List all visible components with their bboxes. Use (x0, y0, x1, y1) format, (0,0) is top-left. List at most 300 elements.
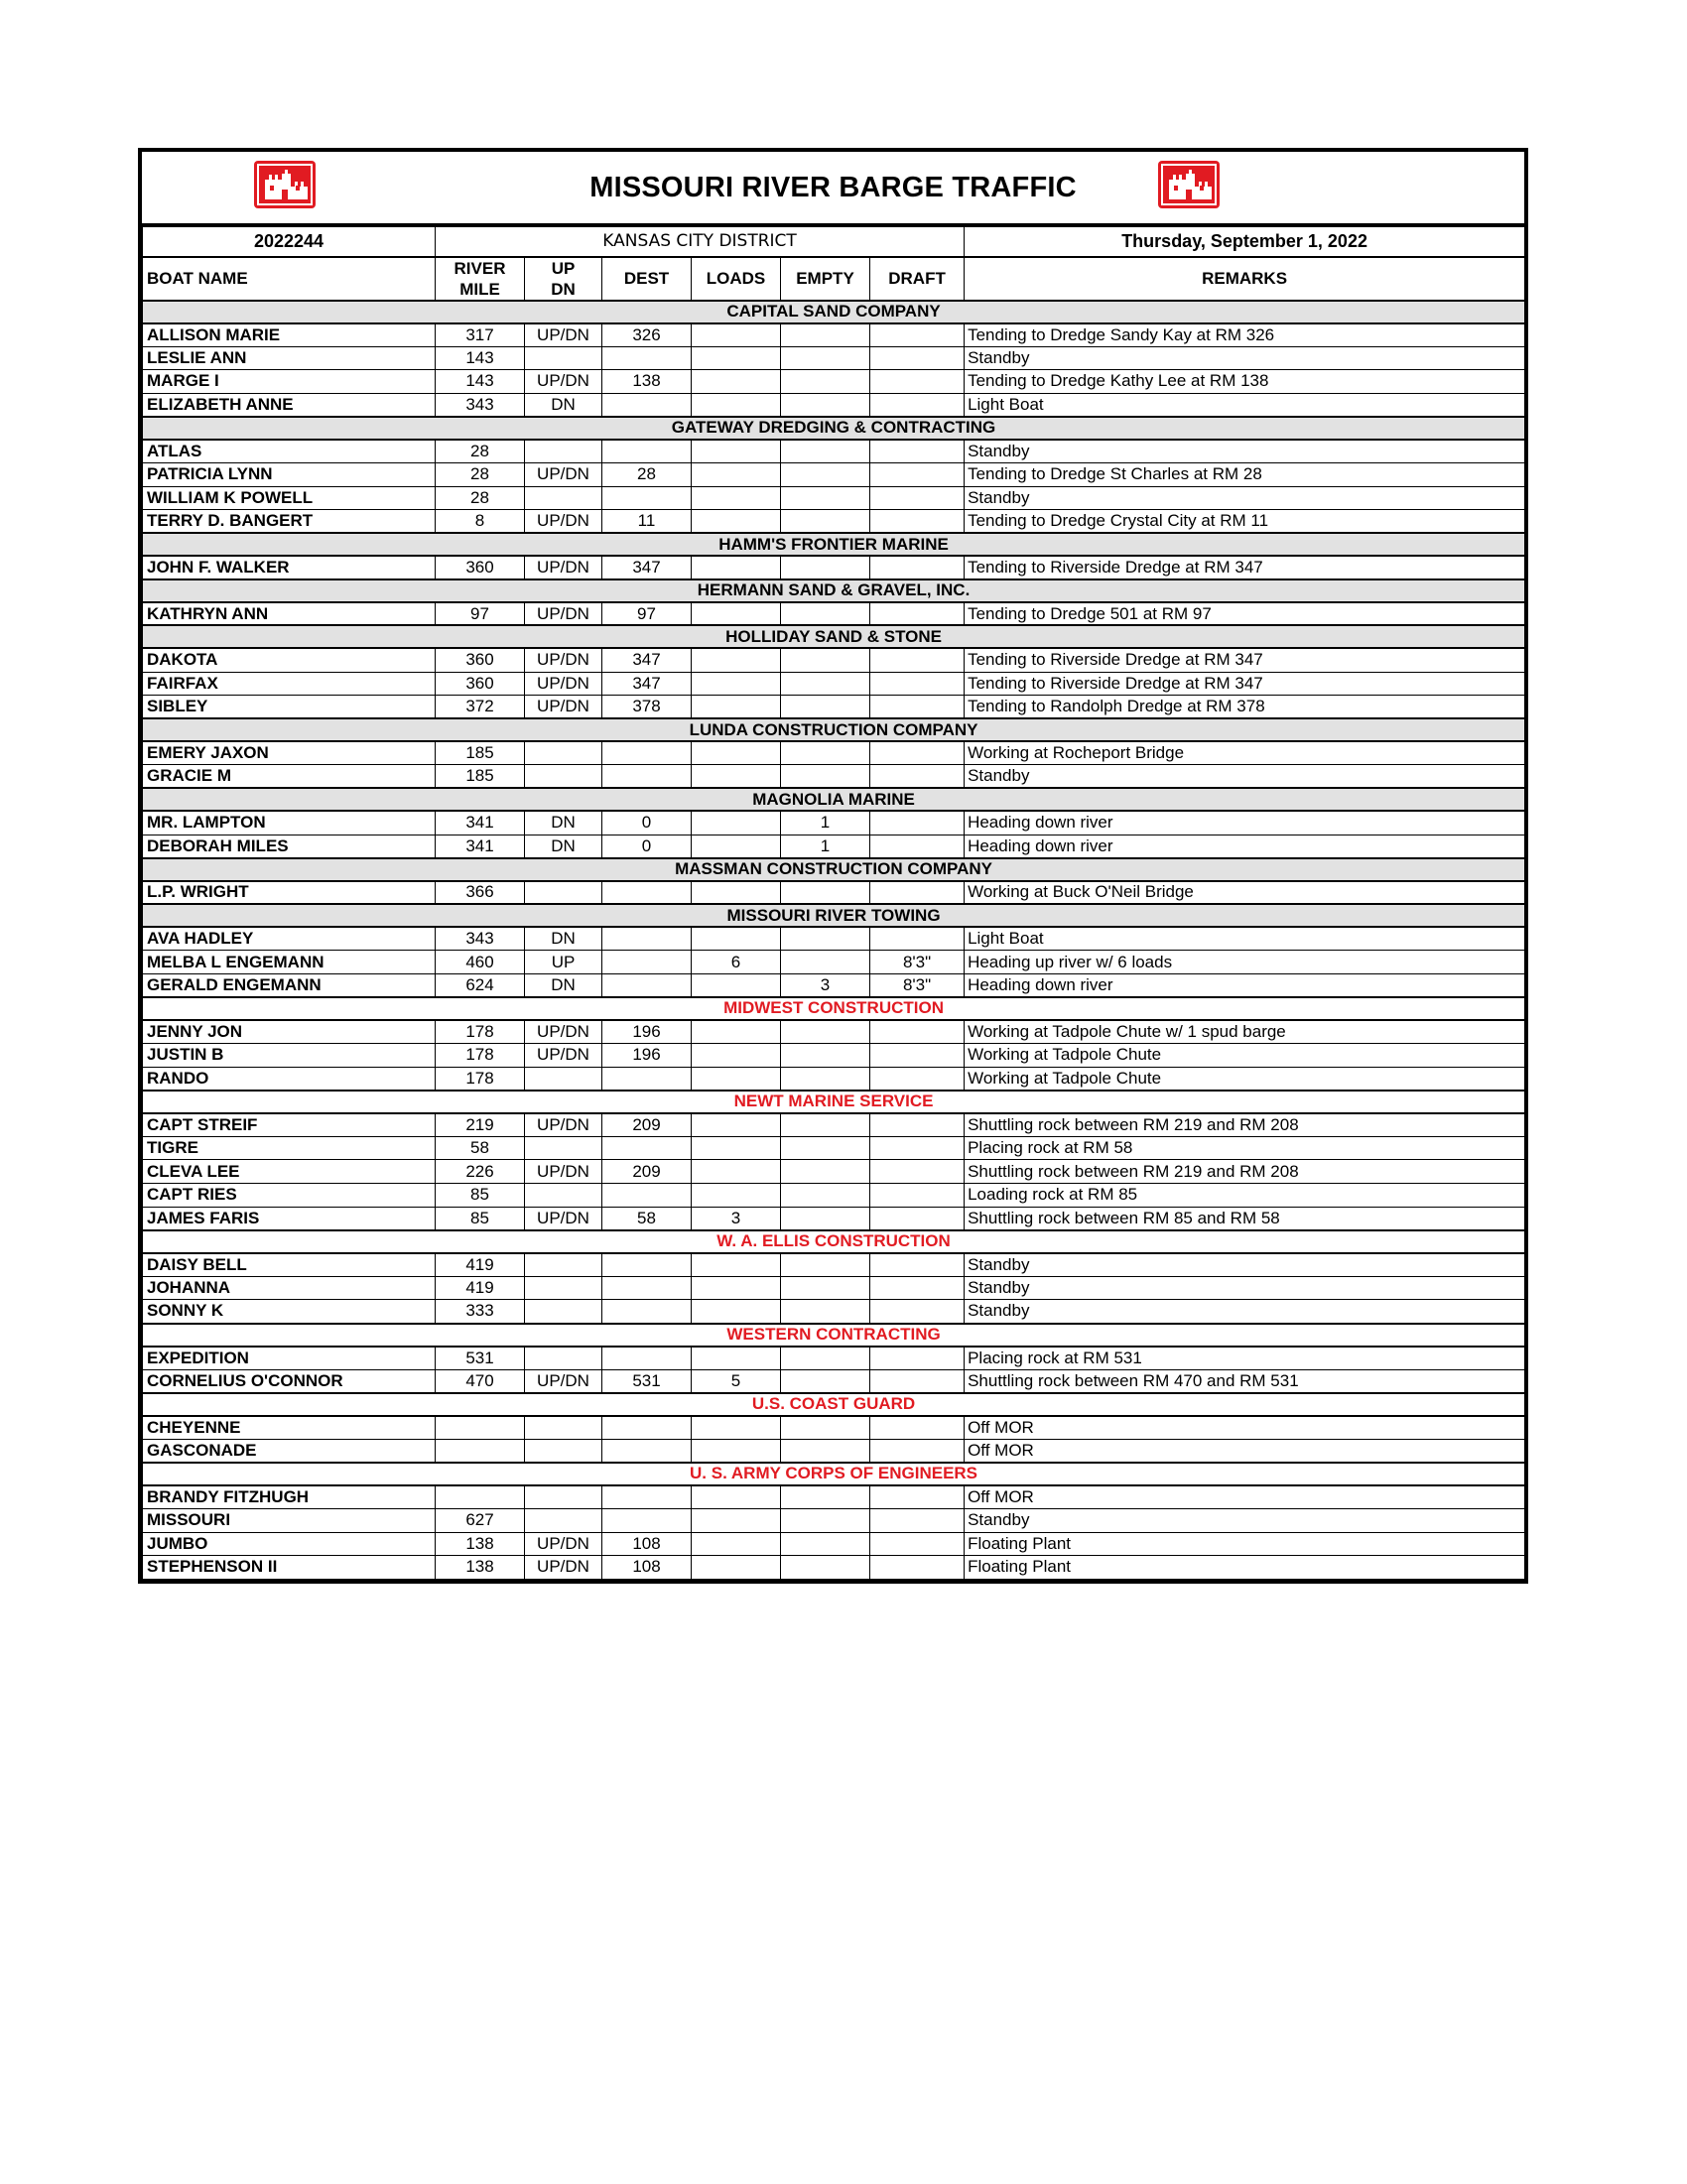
draft-cell (870, 346, 965, 370)
up-dn-cell (525, 1439, 602, 1463)
river-mile-cell: 360 (436, 648, 525, 672)
up-dn-cell: UP/DN (525, 323, 602, 347)
dest-cell (602, 393, 692, 417)
company-name: MIDWEST CONSTRUCTION (143, 997, 1525, 1020)
boat-name-cell: ALLISON MARIE (143, 323, 436, 347)
up-dn-cell (525, 881, 602, 905)
remarks-cell: Floating Plant (965, 1532, 1525, 1556)
empty-cell (781, 951, 870, 974)
table-row (143, 1067, 1525, 1091)
company-name: W. A. ELLIS CONSTRUCTION (143, 1230, 1525, 1253)
up-dn-cell: UP/DN (525, 696, 602, 719)
boat-name-cell: CAPT STREIF (143, 1113, 436, 1137)
dest-cell (602, 973, 692, 997)
company-header (143, 1091, 1525, 1113)
boat-name-cell: GERALD ENGEMANN (143, 973, 436, 997)
table-row (143, 1044, 1525, 1068)
dest-cell (602, 1276, 692, 1300)
draft-cell (870, 696, 965, 719)
empty-cell (781, 556, 870, 579)
remarks-cell: Working at Tadpole Chute w/ 1 spud barge (965, 1020, 1525, 1044)
empty-cell (781, 1253, 870, 1277)
empty-cell (781, 370, 870, 394)
draft-cell (870, 393, 965, 417)
draft-cell (870, 370, 965, 394)
dest-cell (602, 1253, 692, 1277)
loads-cell (692, 1556, 781, 1580)
up-dn-cell: UP/DN (525, 648, 602, 672)
company-header (143, 625, 1525, 648)
company-header (143, 417, 1525, 440)
draft-cell (870, 1347, 965, 1370)
draft-cell (870, 323, 965, 347)
up-dn-cell: UP/DN (525, 370, 602, 394)
up-dn-cell: UP/DN (525, 1369, 602, 1393)
boat-name-cell: JUSTIN B (143, 1044, 436, 1068)
river-mile-cell: 143 (436, 346, 525, 370)
dest-cell: 0 (602, 835, 692, 858)
river-mile-cell (436, 1439, 525, 1463)
remarks-cell: Floating Plant (965, 1556, 1525, 1580)
river-mile-cell: 28 (436, 462, 525, 486)
boat-name-cell: MISSOURI (143, 1508, 436, 1532)
table-row (143, 927, 1525, 951)
boat-name-cell: ELIZABETH ANNE (143, 393, 436, 417)
table-row (143, 811, 1525, 835)
company-name: HAMM'S FRONTIER MARINE (143, 533, 1525, 556)
company-name: U. S. ARMY CORPS OF ENGINEERS (143, 1463, 1525, 1485)
dest-cell (602, 1485, 692, 1509)
table-row (143, 951, 1525, 974)
remarks-cell: Off MOR (965, 1439, 1525, 1463)
remarks-cell: Working at Rocheport Bridge (965, 741, 1525, 765)
river-mile-cell: 317 (436, 323, 525, 347)
boat-name-cell: AVA HADLEY (143, 927, 436, 951)
empty-cell (781, 648, 870, 672)
loads-cell (692, 1347, 781, 1370)
boat-name-cell: CLEVA LEE (143, 1160, 436, 1184)
company-header (143, 858, 1525, 881)
river-mile-cell: 138 (436, 1556, 525, 1580)
loads-cell (692, 1067, 781, 1091)
loads-cell (692, 1136, 781, 1160)
table-row (143, 556, 1525, 579)
river-mile-cell: 627 (436, 1508, 525, 1532)
river-mile-cell: 460 (436, 951, 525, 974)
up-dn-cell (525, 1276, 602, 1300)
company-name: LUNDA CONSTRUCTION COMPANY (143, 718, 1525, 741)
up-dn-cell (525, 486, 602, 510)
empty-cell (781, 1160, 870, 1184)
empty-cell: 3 (781, 973, 870, 997)
up-dn-cell: DN (525, 835, 602, 858)
remarks-cell: Placing rock at RM 531 (965, 1347, 1525, 1370)
up-dn-cell (525, 1184, 602, 1208)
draft-cell (870, 1369, 965, 1393)
barge-traffic-report (138, 148, 1528, 1584)
remarks-cell: Loading rock at RM 85 (965, 1184, 1525, 1208)
loads-cell (692, 672, 781, 696)
table-row (143, 1532, 1525, 1556)
loads-cell (692, 881, 781, 905)
loads-cell (692, 346, 781, 370)
table-row (143, 1369, 1525, 1393)
table-row (143, 1136, 1525, 1160)
empty-cell (781, 510, 870, 534)
report-date: Thursday, September 1, 2022 (965, 227, 1525, 257)
river-mile-cell: 85 (436, 1184, 525, 1208)
boat-name-cell: PATRICIA LYNN (143, 462, 436, 486)
empty-cell (781, 346, 870, 370)
loads-cell (692, 462, 781, 486)
table-row (143, 1020, 1525, 1044)
empty-cell (781, 440, 870, 463)
empty-cell: 1 (781, 811, 870, 835)
remarks-cell: Tending to Riverside Dredge at RM 347 (965, 556, 1525, 579)
boat-name-cell: L.P. WRIGHT (143, 881, 436, 905)
empty-cell (781, 323, 870, 347)
remarks-cell: Working at Tadpole Chute (965, 1044, 1525, 1068)
loads-cell (692, 1532, 781, 1556)
company-header (143, 1230, 1525, 1253)
empty-cell (781, 1113, 870, 1137)
empty-cell (781, 1416, 870, 1440)
loads-cell (692, 1184, 781, 1208)
loads-cell (692, 1276, 781, 1300)
river-mile-cell: 28 (436, 440, 525, 463)
up-dn-cell (525, 741, 602, 765)
dest-cell: 347 (602, 556, 692, 579)
col-header-remarks: REMARKS (965, 257, 1525, 301)
up-dn-cell: DN (525, 973, 602, 997)
loads-cell (692, 370, 781, 394)
river-mile-cell: 178 (436, 1044, 525, 1068)
dest-cell (602, 741, 692, 765)
boat-name-cell: GASCONADE (143, 1439, 436, 1463)
river-mile-cell: 138 (436, 1532, 525, 1556)
remarks-cell: Off MOR (965, 1485, 1525, 1509)
remarks-cell: Tending to Dredge St Charles at RM 28 (965, 462, 1525, 486)
company-name: MASSMAN CONSTRUCTION COMPANY (143, 858, 1525, 881)
draft-cell (870, 1439, 965, 1463)
loads-cell (692, 1160, 781, 1184)
dest-cell (602, 1508, 692, 1532)
dest-cell (602, 1300, 692, 1324)
river-mile-cell: 85 (436, 1207, 525, 1230)
dest-cell: 209 (602, 1113, 692, 1137)
remarks-cell: Shuttling rock between RM 85 and RM 58 (965, 1207, 1525, 1230)
up-dn-cell (525, 1136, 602, 1160)
dest-cell (602, 951, 692, 974)
boat-name-cell: JOHANNA (143, 1276, 436, 1300)
dest-cell: 326 (602, 323, 692, 347)
up-dn-cell (525, 1300, 602, 1324)
empty-cell (781, 393, 870, 417)
loads-cell (692, 1485, 781, 1509)
river-mile-cell: 372 (436, 696, 525, 719)
table-row (143, 1113, 1525, 1137)
up-dn-cell (525, 1508, 602, 1532)
table-row (143, 835, 1525, 858)
draft-cell (870, 1416, 965, 1440)
up-dn-cell: DN (525, 927, 602, 951)
up-dn-cell (525, 1347, 602, 1370)
dest-cell (602, 1136, 692, 1160)
company-header (143, 1324, 1525, 1347)
boat-name-cell: CORNELIUS O'CONNOR (143, 1369, 436, 1393)
col-header-up-dn: UP DN (525, 257, 602, 301)
draft-cell (870, 1276, 965, 1300)
draft-cell: 8'3" (870, 951, 965, 974)
column-header-row (143, 257, 1525, 301)
river-mile-cell: 531 (436, 1347, 525, 1370)
boat-name-cell: STEPHENSON II (143, 1556, 436, 1580)
remarks-cell: Standby (965, 346, 1525, 370)
empty-cell (781, 741, 870, 765)
loads-cell (692, 602, 781, 626)
river-mile-cell (436, 1485, 525, 1509)
up-dn-cell: UP/DN (525, 1532, 602, 1556)
remarks-cell: Tending to Riverside Dredge at RM 347 (965, 672, 1525, 696)
draft-cell (870, 1253, 965, 1277)
river-mile-cell: 341 (436, 835, 525, 858)
boat-name-cell: MR. LAMPTON (143, 811, 436, 835)
loads-cell (692, 1253, 781, 1277)
dest-cell (602, 765, 692, 789)
company-header (143, 1463, 1525, 1485)
up-dn-cell: UP/DN (525, 1113, 602, 1137)
dest-cell: 11 (602, 510, 692, 534)
remarks-cell: Heading down river (965, 811, 1525, 835)
loads-cell (692, 510, 781, 534)
up-dn-cell (525, 1253, 602, 1277)
table-row (143, 1485, 1525, 1509)
up-dn-cell: UP/DN (525, 1020, 602, 1044)
draft-cell (870, 927, 965, 951)
table-row (143, 1556, 1525, 1580)
river-mile-cell: 219 (436, 1113, 525, 1137)
draft-cell (870, 440, 965, 463)
up-dn-cell: UP/DN (525, 672, 602, 696)
remarks-cell: Tending to Dredge 501 at RM 97 (965, 602, 1525, 626)
dest-cell: 0 (602, 811, 692, 835)
loads-cell: 6 (692, 951, 781, 974)
river-mile-cell: 624 (436, 973, 525, 997)
river-mile-cell: 333 (436, 1300, 525, 1324)
dest-cell: 28 (602, 462, 692, 486)
loads-cell (692, 393, 781, 417)
dest-cell (602, 440, 692, 463)
table-row (143, 440, 1525, 463)
boat-name-cell: DAISY BELL (143, 1253, 436, 1277)
dest-cell: 531 (602, 1369, 692, 1393)
boat-name-cell: EXPEDITION (143, 1347, 436, 1370)
draft-cell (870, 741, 965, 765)
company-header (143, 788, 1525, 811)
draft-cell (870, 1207, 965, 1230)
remarks-cell: Off MOR (965, 1416, 1525, 1440)
draft-cell (870, 1485, 965, 1509)
up-dn-cell: UP/DN (525, 602, 602, 626)
company-header (143, 579, 1525, 602)
boat-name-cell: JUMBO (143, 1532, 436, 1556)
boat-name-cell: CHEYENNE (143, 1416, 436, 1440)
draft-cell (870, 1556, 965, 1580)
draft-cell (870, 1508, 965, 1532)
remarks-cell: Tending to Dredge Kathy Lee at RM 138 (965, 370, 1525, 394)
loads-cell (692, 486, 781, 510)
dest-cell (602, 1184, 692, 1208)
empty-cell (781, 881, 870, 905)
remarks-cell: Standby (965, 1508, 1525, 1532)
up-dn-cell: UP/DN (525, 1556, 602, 1580)
river-mile-cell: 185 (436, 765, 525, 789)
loads-cell (692, 1300, 781, 1324)
draft-cell (870, 462, 965, 486)
boat-name-cell: LESLIE ANN (143, 346, 436, 370)
up-dn-cell: UP/DN (525, 510, 602, 534)
up-dn-cell: UP/DN (525, 556, 602, 579)
up-dn-cell: UP/DN (525, 1160, 602, 1184)
remarks-cell: Heading up river w/ 6 loads (965, 951, 1525, 974)
river-mile-cell (436, 1416, 525, 1440)
river-mile-cell: 343 (436, 927, 525, 951)
boat-name-cell: GRACIE M (143, 765, 436, 789)
loads-cell (692, 1044, 781, 1068)
company-name: HERMANN SAND & GRAVEL, INC. (143, 579, 1525, 602)
loads-cell (692, 835, 781, 858)
col-header-dest: DEST (602, 257, 692, 301)
draft-cell (870, 1136, 965, 1160)
boat-name-cell: MELBA L ENGEMANN (143, 951, 436, 974)
up-dn-cell: DN (525, 811, 602, 835)
company-name: GATEWAY DREDGING & CONTRACTING (143, 417, 1525, 440)
remarks-cell: Light Boat (965, 393, 1525, 417)
boat-name-cell: SIBLEY (143, 696, 436, 719)
river-mile-cell: 58 (436, 1136, 525, 1160)
dest-cell: 97 (602, 602, 692, 626)
table-row (143, 510, 1525, 534)
draft-cell (870, 1184, 965, 1208)
loads-cell (692, 1020, 781, 1044)
draft-cell (870, 1044, 965, 1068)
dest-cell: 58 (602, 1207, 692, 1230)
table-row (143, 1276, 1525, 1300)
empty-cell (781, 1020, 870, 1044)
table-row (143, 486, 1525, 510)
company-header (143, 301, 1525, 323)
loads-cell (692, 1113, 781, 1137)
table-row (143, 370, 1525, 394)
empty-cell (781, 1556, 870, 1580)
remarks-cell: Tending to Dredge Sandy Kay at RM 326 (965, 323, 1525, 347)
col-header-empty: EMPTY (781, 257, 870, 301)
draft-cell (870, 1532, 965, 1556)
table-row (143, 696, 1525, 719)
loads-cell (692, 973, 781, 997)
remarks-cell: Tending to Dredge Crystal City at RM 11 (965, 510, 1525, 534)
castle-logo-icon (1157, 160, 1221, 209)
table-row (143, 1160, 1525, 1184)
table-row (143, 881, 1525, 905)
river-mile-cell: 178 (436, 1067, 525, 1091)
remarks-cell: Standby (965, 1300, 1525, 1324)
river-mile-cell: 28 (436, 486, 525, 510)
loads-cell (692, 811, 781, 835)
empty-cell (781, 1300, 870, 1324)
river-mile-cell: 341 (436, 811, 525, 835)
table-row (143, 346, 1525, 370)
river-mile-cell: 419 (436, 1253, 525, 1277)
dest-cell: 196 (602, 1044, 692, 1068)
empty-cell (781, 1508, 870, 1532)
up-dn-cell (525, 440, 602, 463)
river-mile-cell: 8 (436, 510, 525, 534)
up-dn-cell (525, 346, 602, 370)
remarks-cell: Heading down river (965, 973, 1525, 997)
report-meta-row (143, 227, 1525, 257)
loads-cell (692, 1508, 781, 1532)
report-id: 2022244 (143, 227, 436, 257)
up-dn-cell: DN (525, 393, 602, 417)
loads-cell: 5 (692, 1369, 781, 1393)
company-name: U.S. COAST GUARD (143, 1393, 1525, 1416)
dest-cell: 108 (602, 1556, 692, 1580)
company-name: HOLLIDAY SAND & STONE (143, 625, 1525, 648)
empty-cell (781, 696, 870, 719)
empty-cell (781, 1207, 870, 1230)
boat-name-cell: ATLAS (143, 440, 436, 463)
empty-cell (781, 1485, 870, 1509)
remarks-cell: Tending to Randolph Dredge at RM 378 (965, 696, 1525, 719)
table-row (143, 1207, 1525, 1230)
district-name: KANSAS CITY DISTRICT (436, 227, 965, 257)
up-dn-cell (525, 1485, 602, 1509)
boat-name-cell: JAMES FARIS (143, 1207, 436, 1230)
draft-cell (870, 556, 965, 579)
dest-cell (602, 1416, 692, 1440)
col-header-river-mile: RIVER MILE (436, 257, 525, 301)
table-row (143, 741, 1525, 765)
up-dn-cell: UP/DN (525, 1044, 602, 1068)
empty-cell (781, 1532, 870, 1556)
remarks-cell: Standby (965, 440, 1525, 463)
loads-cell (692, 648, 781, 672)
boat-name-cell: TIGRE (143, 1136, 436, 1160)
draft-cell (870, 1300, 965, 1324)
river-mile-cell: 226 (436, 1160, 525, 1184)
draft-cell (870, 602, 965, 626)
empty-cell (781, 1067, 870, 1091)
empty-cell (781, 1439, 870, 1463)
company-header (143, 904, 1525, 927)
loads-cell (692, 440, 781, 463)
empty-cell (781, 602, 870, 626)
dest-cell: 347 (602, 672, 692, 696)
river-mile-cell: 185 (436, 741, 525, 765)
river-mile-cell: 97 (436, 602, 525, 626)
river-mile-cell: 366 (436, 881, 525, 905)
table-row (143, 323, 1525, 347)
draft-cell (870, 765, 965, 789)
table-row (143, 1439, 1525, 1463)
draft-cell (870, 1067, 965, 1091)
boat-name-cell: MARGE I (143, 370, 436, 394)
boat-name-cell: TERRY D. BANGERT (143, 510, 436, 534)
river-mile-cell: 143 (436, 370, 525, 394)
table-row (143, 1508, 1525, 1532)
empty-cell (781, 672, 870, 696)
